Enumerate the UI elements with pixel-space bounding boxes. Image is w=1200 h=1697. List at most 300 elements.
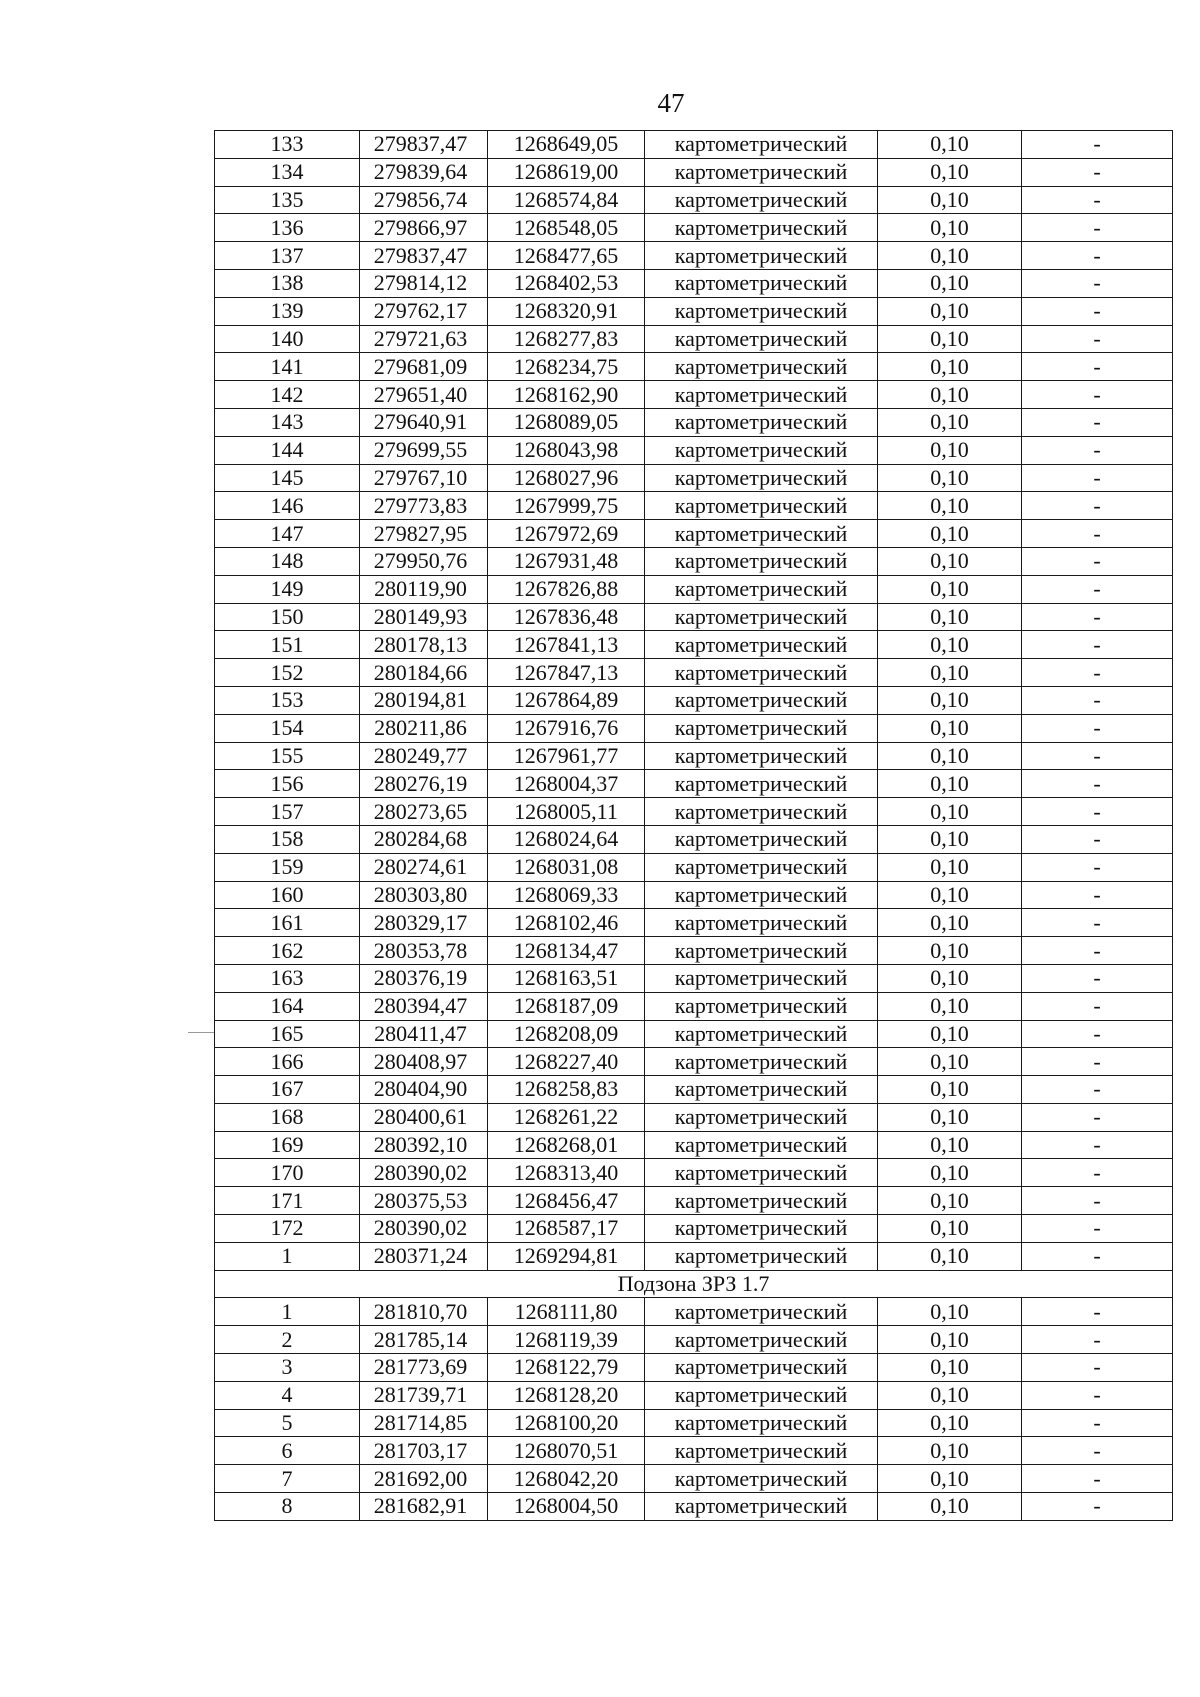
y-coordinate-cell: 1268119,39 [488,1326,645,1354]
table-row [215,909,1173,937]
table-row [215,798,1173,826]
table-row [215,742,1173,770]
note-cell: - [1022,325,1173,353]
table-row [215,242,1173,270]
accuracy-cell: 0,10 [878,1048,1022,1076]
accuracy-cell: 0,10 [878,520,1022,548]
x-coordinate-cell: 280404,90 [360,1076,488,1104]
x-coordinate-cell: 281773,69 [360,1354,488,1382]
point-number-cell: 135 [215,186,360,214]
method-cell: картометрический [645,992,878,1020]
y-coordinate-cell: 1268548,05 [488,214,645,242]
accuracy-cell: 0,10 [878,1409,1022,1437]
section-title: Подзона ЗРЗ 1.7 [215,1270,1173,1298]
note-cell: - [1022,1326,1173,1354]
point-number-cell: 141 [215,353,360,381]
method-cell: картометрический [645,881,878,909]
y-coordinate-cell: 1269294,81 [488,1242,645,1270]
y-coordinate-cell: 1267999,75 [488,492,645,520]
point-number-cell: 2 [215,1326,360,1354]
x-coordinate-cell: 281810,70 [360,1298,488,1326]
y-coordinate-cell: 1268277,83 [488,325,645,353]
accuracy-cell: 0,10 [878,1215,1022,1243]
y-coordinate-cell: 1268208,09 [488,1020,645,1048]
note-cell: - [1022,520,1173,548]
x-coordinate-cell: 279827,95 [360,520,488,548]
x-coordinate-cell: 280276,19 [360,770,488,798]
method-cell: картометрический [645,575,878,603]
table-row [215,575,1173,603]
method-cell: картометрический [645,464,878,492]
y-coordinate-cell: 1267841,13 [488,631,645,659]
table-row [215,992,1173,1020]
accuracy-cell: 0,10 [878,1381,1022,1409]
table-row [215,1131,1173,1159]
method-cell: картометрический [645,1187,878,1215]
y-coordinate-cell: 1268268,01 [488,1131,645,1159]
x-coordinate-cell: 279856,74 [360,186,488,214]
method-cell: картометрический [645,325,878,353]
table-row [215,770,1173,798]
y-coordinate-cell: 1268456,47 [488,1187,645,1215]
y-coordinate-cell: 1268402,53 [488,269,645,297]
table-row [215,659,1173,687]
note-cell: - [1022,1076,1173,1104]
note-cell: - [1022,881,1173,909]
note-cell: - [1022,436,1173,464]
note-cell: - [1022,1381,1173,1409]
point-number-cell: 7 [215,1465,360,1493]
table-row [215,1381,1173,1409]
y-coordinate-cell: 1268031,08 [488,853,645,881]
accuracy-cell: 0,10 [878,186,1022,214]
x-coordinate-cell: 280371,24 [360,1242,488,1270]
point-number-cell: 164 [215,992,360,1020]
accuracy-cell: 0,10 [878,881,1022,909]
point-number-cell: 157 [215,798,360,826]
y-coordinate-cell: 1267972,69 [488,520,645,548]
note-cell: - [1022,492,1173,520]
method-cell: картометрический [645,909,878,937]
y-coordinate-cell: 1268258,83 [488,1076,645,1104]
accuracy-cell: 0,10 [878,1242,1022,1270]
point-number-cell: 133 [215,131,360,159]
accuracy-cell: 0,10 [878,381,1022,409]
table-row [215,714,1173,742]
note-cell: - [1022,964,1173,992]
x-coordinate-cell: 279767,10 [360,464,488,492]
table-row [215,408,1173,436]
x-coordinate-cell: 279721,63 [360,325,488,353]
method-cell: картометрический [645,297,878,325]
table-row [215,1493,1173,1521]
table-row [215,436,1173,464]
note-cell: - [1022,714,1173,742]
method-cell: картометрический [645,1354,878,1382]
y-coordinate-cell: 1268024,64 [488,825,645,853]
point-number-cell: 159 [215,853,360,881]
y-coordinate-cell: 1268128,20 [488,1381,645,1409]
note-cell: - [1022,575,1173,603]
point-number-cell: 134 [215,158,360,186]
accuracy-cell: 0,10 [878,714,1022,742]
note-cell: - [1022,1020,1173,1048]
point-number-cell: 5 [215,1409,360,1437]
coordinates-table [214,130,1173,1521]
accuracy-cell: 0,10 [878,436,1022,464]
y-coordinate-cell: 1268005,11 [488,798,645,826]
x-coordinate-cell: 280400,61 [360,1103,488,1131]
point-number-cell: 168 [215,1103,360,1131]
method-cell: картометрический [645,353,878,381]
table-row [215,297,1173,325]
point-number-cell: 163 [215,964,360,992]
note-cell: - [1022,659,1173,687]
method-cell: картометрический [645,742,878,770]
y-coordinate-cell: 1268227,40 [488,1048,645,1076]
y-coordinate-cell: 1268004,50 [488,1493,645,1521]
x-coordinate-cell: 281703,17 [360,1437,488,1465]
y-coordinate-cell: 1268100,20 [488,1409,645,1437]
note-cell: - [1022,853,1173,881]
accuracy-cell: 0,10 [878,1103,1022,1131]
point-number-cell: 160 [215,881,360,909]
y-coordinate-cell: 1267826,88 [488,575,645,603]
table-row [215,520,1173,548]
note-cell: - [1022,603,1173,631]
y-coordinate-cell: 1268163,51 [488,964,645,992]
method-cell: картометрический [645,1409,878,1437]
method-cell: картометрический [645,269,878,297]
y-coordinate-cell: 1268111,80 [488,1298,645,1326]
note-cell: - [1022,798,1173,826]
table-row [215,1298,1173,1326]
x-coordinate-cell: 281739,71 [360,1381,488,1409]
method-cell: картометрический [645,937,878,965]
point-number-cell: 149 [215,575,360,603]
table-row [215,1326,1173,1354]
note-cell: - [1022,547,1173,575]
note-cell: - [1022,1131,1173,1159]
accuracy-cell: 0,10 [878,575,1022,603]
point-number-cell: 139 [215,297,360,325]
method-cell: картометрический [645,520,878,548]
y-coordinate-cell: 1268089,05 [488,408,645,436]
table-row [215,1020,1173,1048]
method-cell: картометрический [645,547,878,575]
point-number-cell: 151 [215,631,360,659]
x-coordinate-cell: 279699,55 [360,436,488,464]
x-coordinate-cell: 280329,17 [360,909,488,937]
note-cell: - [1022,686,1173,714]
table-row [215,686,1173,714]
method-cell: картометрический [645,770,878,798]
method-cell: картометрический [645,408,878,436]
method-cell: картометрический [645,1381,878,1409]
table-row [215,1409,1173,1437]
page-number: 47 [657,88,685,118]
note-cell: - [1022,631,1173,659]
x-coordinate-cell: 279814,12 [360,269,488,297]
y-coordinate-cell: 1267916,76 [488,714,645,742]
method-cell: картометрический [645,242,878,270]
note-cell: - [1022,1465,1173,1493]
point-number-cell: 155 [215,742,360,770]
accuracy-cell: 0,10 [878,242,1022,270]
accuracy-cell: 0,10 [878,964,1022,992]
table-row [215,547,1173,575]
method-cell: картометрический [645,1242,878,1270]
y-coordinate-cell: 1268649,05 [488,131,645,159]
table-row [215,603,1173,631]
x-coordinate-cell: 279866,97 [360,214,488,242]
x-coordinate-cell: 280274,61 [360,853,488,881]
y-coordinate-cell: 1267961,77 [488,742,645,770]
note-cell: - [1022,742,1173,770]
section-header-row [215,1270,1173,1298]
table-row [215,381,1173,409]
accuracy-cell: 0,10 [878,158,1022,186]
accuracy-cell: 0,10 [878,770,1022,798]
accuracy-cell: 0,10 [878,1131,1022,1159]
note-cell: - [1022,353,1173,381]
note-cell: - [1022,464,1173,492]
x-coordinate-cell: 280303,80 [360,881,488,909]
table-row [215,186,1173,214]
method-cell: картометрический [645,798,878,826]
table-row [215,1103,1173,1131]
y-coordinate-cell: 1268313,40 [488,1159,645,1187]
note-cell: - [1022,408,1173,436]
table-row [215,492,1173,520]
y-coordinate-cell: 1268042,20 [488,1465,645,1493]
method-cell: картометрический [645,1103,878,1131]
point-number-cell: 146 [215,492,360,520]
accuracy-cell: 0,10 [878,1465,1022,1493]
note-cell: - [1022,242,1173,270]
accuracy-cell: 0,10 [878,853,1022,881]
note-cell: - [1022,1493,1173,1521]
point-number-cell: 161 [215,909,360,937]
point-number-cell: 165 [215,1020,360,1048]
point-number-cell: 152 [215,659,360,687]
y-coordinate-cell: 1268070,51 [488,1437,645,1465]
accuracy-cell: 0,10 [878,269,1022,297]
method-cell: картометрический [645,381,878,409]
accuracy-cell: 0,10 [878,909,1022,937]
point-number-cell: 138 [215,269,360,297]
table-row [215,1354,1173,1382]
y-coordinate-cell: 1268234,75 [488,353,645,381]
point-number-cell: 3 [215,1354,360,1382]
x-coordinate-cell: 280411,47 [360,1020,488,1048]
point-number-cell: 169 [215,1131,360,1159]
note-cell: - [1022,909,1173,937]
point-number-cell: 6 [215,1437,360,1465]
accuracy-cell: 0,10 [878,214,1022,242]
table-row [215,881,1173,909]
method-cell: картометрический [645,1076,878,1104]
table-row [215,464,1173,492]
note-cell: - [1022,1298,1173,1326]
table-row [215,158,1173,186]
x-coordinate-cell: 280392,10 [360,1131,488,1159]
x-coordinate-cell: 280284,68 [360,825,488,853]
point-number-cell: 4 [215,1381,360,1409]
table-row [215,1437,1173,1465]
point-number-cell: 162 [215,937,360,965]
x-coordinate-cell: 280375,53 [360,1187,488,1215]
x-coordinate-cell: 280178,13 [360,631,488,659]
x-coordinate-cell: 279773,83 [360,492,488,520]
x-coordinate-cell: 280394,47 [360,992,488,1020]
method-cell: картометрический [645,1048,878,1076]
y-coordinate-cell: 1268187,09 [488,992,645,1020]
accuracy-cell: 0,10 [878,547,1022,575]
y-coordinate-cell: 1268162,90 [488,381,645,409]
method-cell: картометрический [645,1159,878,1187]
y-coordinate-cell: 1268043,98 [488,436,645,464]
scan-artifact-line [188,1032,214,1033]
y-coordinate-cell: 1268574,84 [488,186,645,214]
note-cell: - [1022,1187,1173,1215]
method-cell: картометрический [645,158,878,186]
point-number-cell: 143 [215,408,360,436]
note-cell: - [1022,1159,1173,1187]
x-coordinate-cell: 280353,78 [360,937,488,965]
point-number-cell: 140 [215,325,360,353]
method-cell: картометрический [645,659,878,687]
x-coordinate-cell: 280408,97 [360,1048,488,1076]
method-cell: картометрический [645,131,878,159]
accuracy-cell: 0,10 [878,131,1022,159]
note-cell: - [1022,770,1173,798]
accuracy-cell: 0,10 [878,631,1022,659]
accuracy-cell: 0,10 [878,742,1022,770]
table-row [215,1048,1173,1076]
point-number-cell: 148 [215,547,360,575]
point-number-cell: 1 [215,1242,360,1270]
note-cell: - [1022,937,1173,965]
point-number-cell: 150 [215,603,360,631]
accuracy-cell: 0,10 [878,603,1022,631]
method-cell: картометрический [645,1437,878,1465]
method-cell: картометрический [645,186,878,214]
accuracy-cell: 0,10 [878,1076,1022,1104]
coordinates-table-body [215,131,1173,1521]
accuracy-cell: 0,10 [878,937,1022,965]
accuracy-cell: 0,10 [878,659,1022,687]
accuracy-cell: 0,10 [878,1326,1022,1354]
point-number-cell: 154 [215,714,360,742]
point-number-cell: 167 [215,1076,360,1104]
accuracy-cell: 0,10 [878,1187,1022,1215]
x-coordinate-cell: 281682,91 [360,1493,488,1521]
accuracy-cell: 0,10 [878,464,1022,492]
y-coordinate-cell: 1267847,13 [488,659,645,687]
x-coordinate-cell: 279837,47 [360,242,488,270]
y-coordinate-cell: 1268587,17 [488,1215,645,1243]
accuracy-cell: 0,10 [878,408,1022,436]
y-coordinate-cell: 1268261,22 [488,1103,645,1131]
table-row [215,353,1173,381]
note-cell: - [1022,297,1173,325]
table-row [215,1242,1173,1270]
point-number-cell: 1 [215,1298,360,1326]
note-cell: - [1022,131,1173,159]
method-cell: картометрический [645,492,878,520]
accuracy-cell: 0,10 [878,992,1022,1020]
accuracy-cell: 0,10 [878,825,1022,853]
point-number-cell: 170 [215,1159,360,1187]
x-coordinate-cell: 280376,19 [360,964,488,992]
x-coordinate-cell: 280390,02 [360,1215,488,1243]
point-number-cell: 158 [215,825,360,853]
table-row [215,1159,1173,1187]
x-coordinate-cell: 280211,86 [360,714,488,742]
accuracy-cell: 0,10 [878,325,1022,353]
point-number-cell: 8 [215,1493,360,1521]
note-cell: - [1022,1215,1173,1243]
x-coordinate-cell: 279681,09 [360,353,488,381]
x-coordinate-cell: 279839,64 [360,158,488,186]
method-cell: картометрический [645,1298,878,1326]
x-coordinate-cell: 280390,02 [360,1159,488,1187]
x-coordinate-cell: 279762,17 [360,297,488,325]
x-coordinate-cell: 279837,47 [360,131,488,159]
x-coordinate-cell: 280194,81 [360,686,488,714]
table-row [215,631,1173,659]
point-number-cell: 145 [215,464,360,492]
table-row [215,1465,1173,1493]
method-cell: картометрический [645,686,878,714]
point-number-cell: 147 [215,520,360,548]
y-coordinate-cell: 1268477,65 [488,242,645,270]
note-cell: - [1022,158,1173,186]
table-row [215,1215,1173,1243]
point-number-cell: 172 [215,1215,360,1243]
method-cell: картометрический [645,1131,878,1159]
accuracy-cell: 0,10 [878,1298,1022,1326]
x-coordinate-cell: 279640,91 [360,408,488,436]
note-cell: - [1022,1354,1173,1382]
y-coordinate-cell: 1268134,47 [488,937,645,965]
method-cell: картометрический [645,825,878,853]
point-number-cell: 136 [215,214,360,242]
x-coordinate-cell: 281714,85 [360,1409,488,1437]
table-row [215,1187,1173,1215]
x-coordinate-cell: 279950,76 [360,547,488,575]
method-cell: картометрический [645,964,878,992]
method-cell: картометрический [645,603,878,631]
note-cell: - [1022,214,1173,242]
accuracy-cell: 0,10 [878,1020,1022,1048]
y-coordinate-cell: 1268004,37 [488,770,645,798]
method-cell: картометрический [645,1215,878,1243]
accuracy-cell: 0,10 [878,798,1022,826]
method-cell: картометрический [645,631,878,659]
accuracy-cell: 0,10 [878,353,1022,381]
y-coordinate-cell: 1267836,48 [488,603,645,631]
note-cell: - [1022,1409,1173,1437]
y-coordinate-cell: 1267864,89 [488,686,645,714]
note-cell: - [1022,1242,1173,1270]
table-row [215,1076,1173,1104]
method-cell: картометрический [645,1020,878,1048]
table-row [215,853,1173,881]
method-cell: картометрический [645,436,878,464]
accuracy-cell: 0,10 [878,1354,1022,1382]
